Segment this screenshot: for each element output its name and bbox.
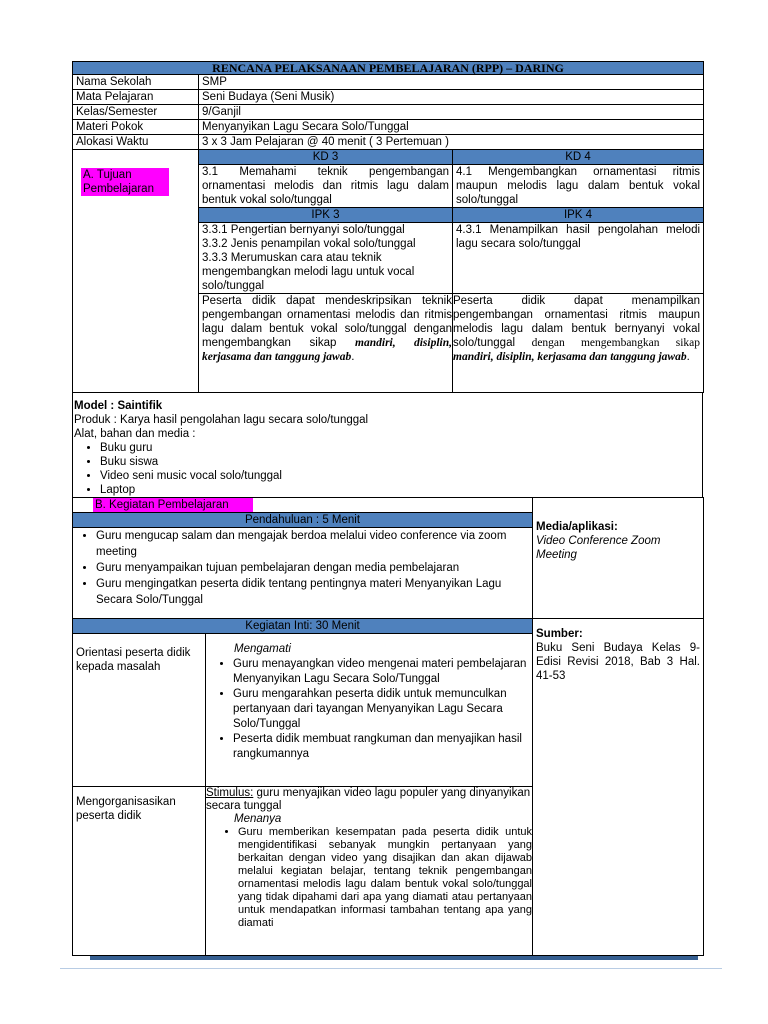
- model-line: Model : Saintifik: [74, 400, 163, 412]
- alat-item: • Laptop: [100, 483, 702, 497]
- step1-heading: Mengamati: [234, 643, 291, 655]
- alat-item: • Buku siswa: [100, 455, 702, 469]
- goal4-text: [453, 294, 704, 393]
- step1-list: [209, 657, 529, 762]
- pendahuluan-cell: [73, 528, 533, 619]
- identity-label: Mata Pelajaran: [73, 90, 199, 105]
- sumber-value: Buku Seni Budaya Kelas 9-Edisi Revisi 2018, Bab 3 Hal. 41-53: [536, 642, 700, 682]
- kd4-text: 4.1 Mengembangkan ornamentasi ritmis maupun melodis lagu dalam bentuk vokal solo/tunggal: [453, 165, 704, 208]
- identity-label: Nama Sekolah: [73, 75, 199, 90]
- stimulus-text: guru menyajikan video lagu populer yang dinyanyikan secara tunggal: [206, 787, 531, 812]
- step1-item: • Peserta didik membuat rangkuman dan menyajikan hasil rangkumannya: [233, 732, 529, 762]
- alat-list: [74, 441, 702, 497]
- goal3-end: .: [351, 351, 355, 363]
- alat-item: • Video seni music vocal solo/tunggal: [100, 469, 702, 483]
- goal4-serif: dengan mengembangkan sikap: [531, 337, 701, 349]
- ipk4-text: 4.3.1 Menampilkan hasil pengolahan melodi lagu secara solo/tunggal: [453, 223, 704, 294]
- ipk3-header: IPK 3: [199, 208, 453, 223]
- inti-header: Kegiatan Inti: 30 Menit: [73, 619, 533, 634]
- goal4-end: .: [686, 351, 690, 363]
- step1-cell: [206, 634, 533, 787]
- pendahuluan-item: • Guru menyampaikan tujuan pembelajaran dengan media pembelajaran: [96, 560, 529, 576]
- sumber-label: Sumber:: [536, 628, 583, 640]
- ipk3-item: 3.3.1 Pengertian bernyanyi solo/tunggal: [202, 224, 405, 236]
- tujuan-section-label: A. Tujuan Pembelajaran: [81, 168, 169, 196]
- kegiatan-table: [72, 497, 704, 956]
- goal3-emphasis: mandiri, disiplin, kerjasama dan tanggung jawab: [202, 337, 452, 363]
- step1-label: Orientasi peserta didik kepada masalah: [73, 634, 206, 787]
- step1-item: • Guru mengarahkan peserta didik untuk memunculkan pertanyaan dari tayangan Menyanyikan Lagu Secara Solo/Tunggal: [233, 687, 529, 732]
- rpp-main-table: [72, 61, 704, 393]
- goal4-plain: Peserta didik dapat menampilkan pengembangan ornamentasi ritmis maupun melodis lagu dalam bentuk bernyanyi vokal solo/tunggal: [453, 295, 701, 349]
- step1-item: • Guru menayangkan video mengenai materi pembelajaran Menyanyikan Lagu Secara Solo/Tunggal: [233, 657, 529, 687]
- identity-label: Materi Pokok: [73, 120, 199, 135]
- identity-value: Menyanyikan Lagu Secara Solo/Tunggal: [199, 120, 704, 135]
- footer-thin-rule: [60, 968, 722, 969]
- kegiatan-label-cell: [73, 498, 533, 513]
- goal3-text: [199, 294, 453, 393]
- identity-row: [73, 120, 704, 135]
- pendahuluan-item: • Guru mengucap salam dan mengajak berdoa melalui video conference via zoom meeting: [96, 528, 529, 560]
- goal4-emphasis: mandiri, disiplin, kerjasama dan tanggung jawab: [453, 351, 687, 363]
- kd3-text: 3.1 Memahami teknik pengembangan ornamentasi melodis dan ritmis lagu dalam bentuk vokal solo/tunggal: [199, 165, 453, 208]
- kd4-header: KD 4: [453, 150, 704, 165]
- identity-value: 3 x 3 Jam Pelajaran @ 40 menit ( 3 Pertemuan ): [199, 135, 704, 150]
- identity-row: [73, 135, 704, 150]
- identity-row: [73, 90, 704, 105]
- step2-stimulus: [206, 787, 532, 813]
- tujuan-label-cell: [73, 150, 199, 393]
- identity-value: 9/Ganjil: [199, 105, 704, 120]
- ipk3-item: 3.3.2 Jenis penampilan vokal solo/tunggal: [202, 238, 416, 250]
- pendahuluan-header: Pendahuluan : 5 Menit: [73, 513, 533, 528]
- identity-label: Alokasi Waktu: [73, 135, 199, 150]
- ipk3-item: 3.3.3 Merumuskan cara atau teknik mengembangkan melodi lagu untuk vocal solo/tunggal: [202, 252, 415, 292]
- step2-label: Mengorganisasikan peserta didik: [73, 787, 206, 956]
- media-label: Media/aplikasi:: [536, 521, 618, 533]
- identity-value: Seni Budaya (Seni Musik): [199, 90, 704, 105]
- pendahuluan-item: • Guru mengingatkan peserta didik tentang pentingnya materi Menyanyikan Lagu Secara Solo/Tunggal: [96, 576, 529, 608]
- identity-row: [73, 75, 704, 90]
- step2-list: [206, 826, 532, 930]
- goal3-plain: Peserta didik dapat mendeskripsikan teknik pengembangan ornamentasi melodis dan ritmis lagu dalam bentuk vokal solo/tunggal dengan mengembangkan sikap: [202, 295, 452, 349]
- stimulus-label: Stimulus:: [206, 787, 254, 799]
- identity-label: Kelas/Semester: [73, 105, 199, 120]
- ipk4-header: IPK 4: [453, 208, 704, 223]
- step2-cell: [206, 787, 533, 956]
- model-section: [72, 393, 703, 497]
- document-title: RENCANA PELAKSANAAN PEMBELAJARAN (RPP) – DARING: [73, 62, 704, 75]
- alat-label: Alat, bahan dan media :: [74, 428, 196, 440]
- kd3-header: KD 3: [199, 150, 453, 165]
- produk-line: Produk : Karya hasil pengolahan lagu secara solo/tunggal: [74, 414, 369, 426]
- step2-heading: Menanya: [234, 813, 282, 825]
- sumber-cell: [533, 619, 704, 956]
- media-cell: [533, 498, 704, 619]
- identity-value: SMP: [199, 75, 704, 90]
- kegiatan-section-label: B. Kegiatan Pembelajaran: [93, 498, 253, 512]
- footer-rule: [90, 956, 698, 960]
- rpp-document: [72, 61, 703, 956]
- media-value: Video Conference Zoom Meeting: [536, 535, 661, 561]
- pendahuluan-list: [76, 528, 529, 608]
- ipk3-list: [199, 223, 453, 294]
- alat-item: • Buku guru: [100, 441, 702, 455]
- step2-item: • Guru memberikan kesempatan pada peserta didik untuk mengidentifikasi sebanyak mungkin pertanyaan yang berkaitan dengan video yang disajikan dan akan dijawab melalui kegiatan belajar, tentang teknik pengembangan ornamentasi melodis lagu dalam bentuk vokal solo/tunggal yang tidak dipahami dari apa yang diamati atau pertanyaan untuk mendapatkan informasi tambahan tentang apa yang diamati: [238, 826, 532, 930]
- identity-row: [73, 105, 704, 120]
